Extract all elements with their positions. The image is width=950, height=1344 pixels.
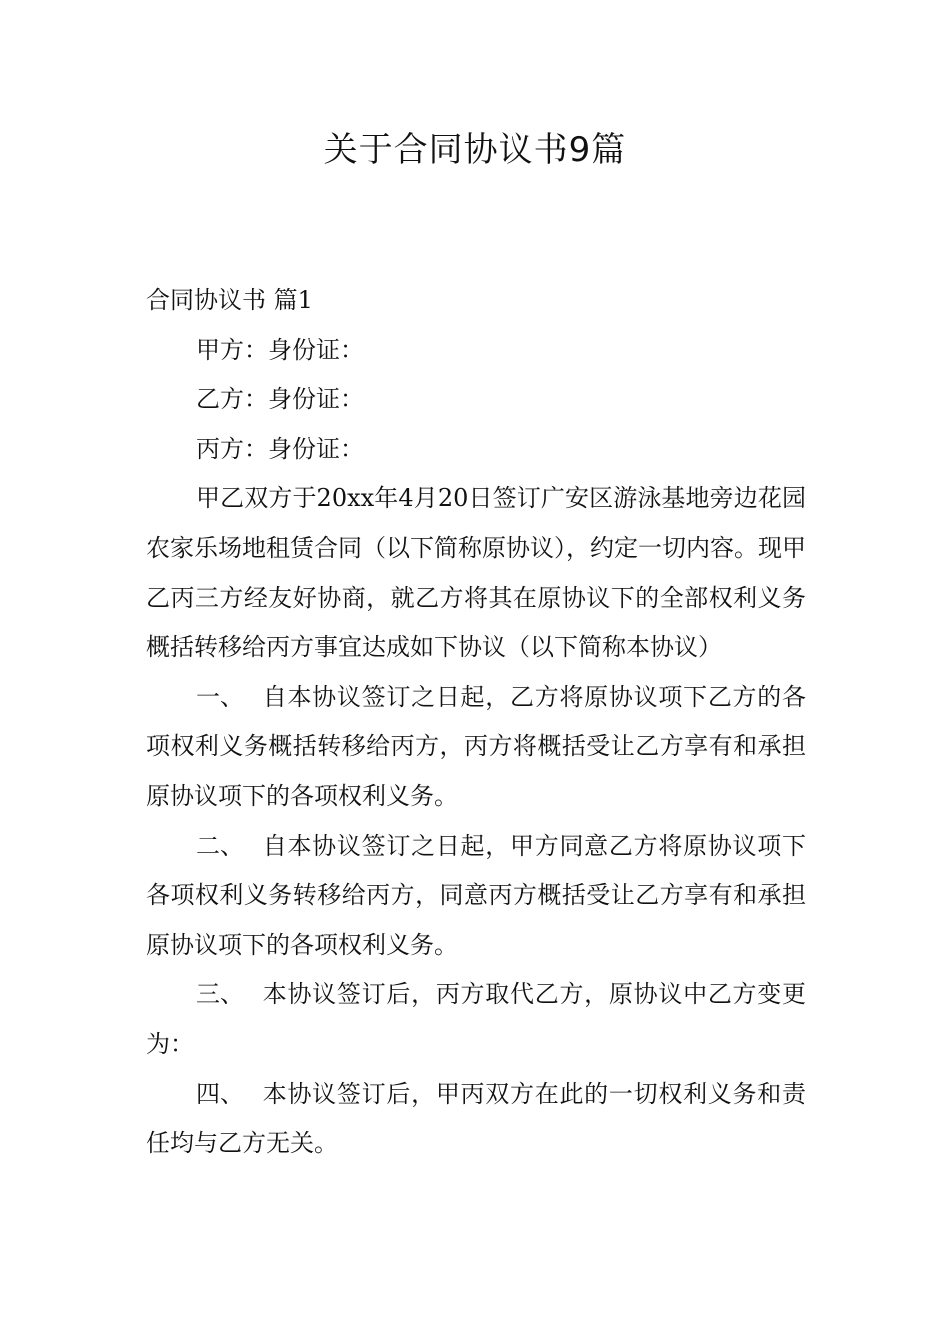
clause-3 bbox=[146, 970, 806, 1069]
document-title: 关于合同协议书9篇 bbox=[323, 130, 627, 170]
clause-text: 自本协议签订之日起，乙方将原协议项下乙方的各项权利义务概括转移给丙方，丙方将概括受让乙方享有和承担原协议项下的各项权利义务。 bbox=[146, 682, 806, 810]
clause-number: 三、 bbox=[196, 980, 244, 1009]
document-body bbox=[146, 276, 806, 1169]
intro-paragraph: 甲乙双方于20xx年4月20日签订广安区游泳基地旁边花园农家乐场地租赁合同（以下简称原协议），约定一切内容。现甲乙丙三方经友好协商，就乙方将其在原协议下的全部权利义务概括转移给丙方事宜达成如下协议（以下简称本协议） bbox=[146, 484, 806, 662]
clause-1 bbox=[146, 673, 806, 822]
clause-number: 一、 bbox=[196, 682, 244, 711]
party-b-field: 乙方：身份证： bbox=[196, 385, 364, 414]
clause-2 bbox=[146, 822, 806, 971]
clause-number: 二、 bbox=[196, 831, 244, 860]
clause-text: 自本协议签订之日起，甲方同意乙方将原协议项下各项权利义务转移给丙方，同意丙方概括受让乙方享有和承担原协议项下的各项权利义务。 bbox=[146, 831, 806, 959]
clause-4 bbox=[146, 1070, 806, 1169]
clause-text: 本协议签订后，丙方取代乙方，原协议中乙方变更为： bbox=[146, 980, 806, 1058]
clause-text: 本协议签订后，甲丙双方在此的一切权利义务和责任均与乙方无关。 bbox=[146, 1079, 806, 1158]
clause-number: 四、 bbox=[196, 1079, 244, 1108]
section-heading: 合同协议书 篇1 bbox=[146, 286, 313, 314]
party-a-field: 甲方：身份证： bbox=[196, 335, 364, 364]
party-c-field: 丙方：身份证： bbox=[196, 434, 364, 463]
